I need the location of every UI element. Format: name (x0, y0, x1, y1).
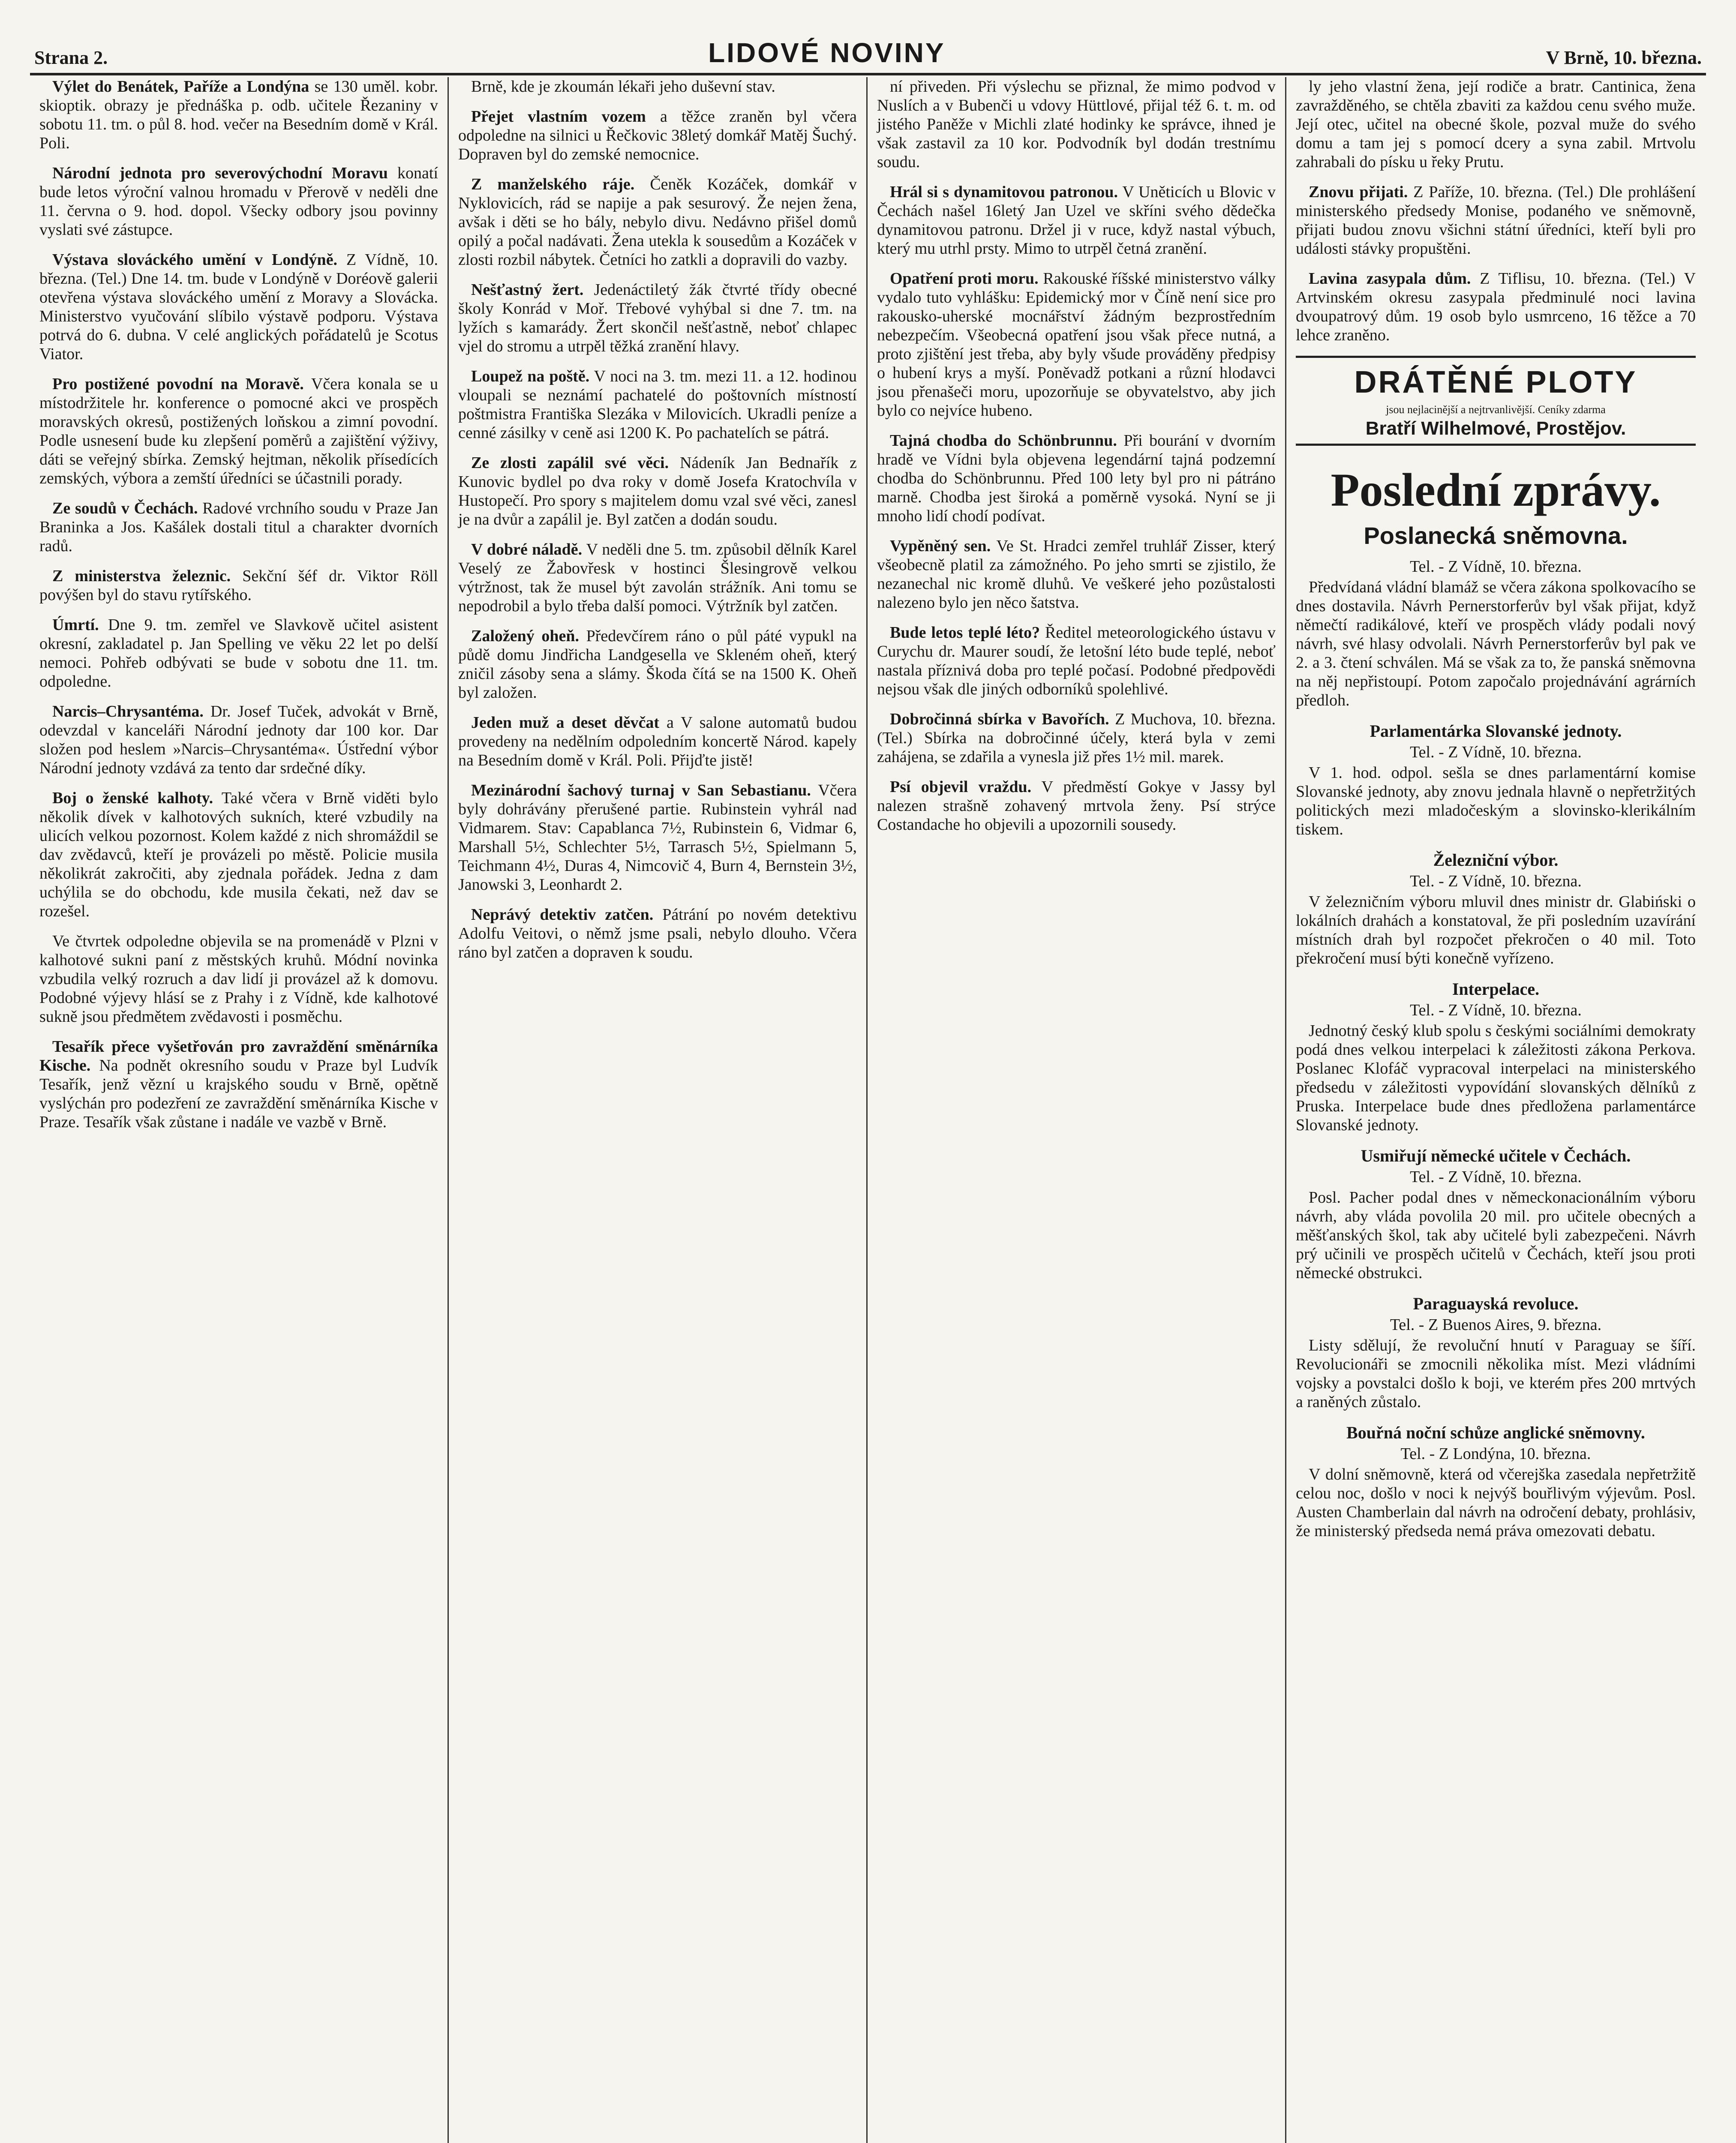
latest-news-item (1296, 1294, 1696, 1411)
article (39, 164, 438, 239)
dateline: Tel. - Z Vídně, 10. března. (1410, 1001, 1582, 1019)
article-headline: Narcis–Chrysantéma. (52, 702, 204, 720)
article-body: V noci na 3. tm. mezi 11. a 12. hodinou vloupali se neznámí pachatelé do poštovních místností poštmistra Františka Slezáka v Milovicích. Ukradli peníze a cenné zásilky v ceně asi 1200 K. Po pachatelích se pátrá. (458, 367, 857, 442)
article (458, 453, 857, 529)
article-body: a V salone automatů budou provedeny na nedělním odpoledním koncertě Národ. kapely na Besedním domě v Král. Poli. Přijďte jistě! (458, 714, 857, 769)
masthead (30, 21, 1706, 75)
dateline: Tel. - Z Londýna, 10. března. (1400, 1445, 1591, 1463)
latest-news-headline: Paraguayská revoluce. (1413, 1294, 1579, 1313)
article-paragraph (877, 777, 1276, 834)
article-body: Dr. Josef Tuček, advokát v Brně, odevzdal v kanceláři Národní jednoty dar 100 kor. Dar složen pod heslem »Narcis–Chrysantéma«. Ústřední výbor Národní jednoty vzdává za tento dar srdečné díky. (39, 702, 438, 777)
article-paragraph (39, 702, 438, 777)
article (39, 1037, 438, 1132)
article (39, 77, 438, 153)
article-paragraph (877, 183, 1276, 258)
latest-news-headline: Usmiřují německé učitele v Čechách. (1361, 1146, 1631, 1165)
article (39, 789, 438, 921)
latest-news-body: V dolní sněmovně, která od včerejška zasedala nepřetržitě celou noc, došlo v noci k nejvýš bouřlivým výjevům. Posl. Austen Chamberlain dal návrh na odročení debaty, prohlásiv, že ministerský předseda nemá práva omezovati debatu. (1296, 1465, 1696, 1540)
article-body: Pátrání po novém detektivu Adolfu Veitovi, o němž jsme psali, nebylo dlouho. Včera ráno byl zatčen a dopraven k soudu. (458, 906, 857, 961)
article-body: se 130 uměl. kobr. skioptik. obrazy je přednáška p. odb. učitele Řezaniny v sobotu 11. tm. o půl 8. hod. večer na Besedním domě v Král. Poli. (39, 78, 438, 152)
latest-news-body: Předvídaná vládní blamáž se včera zákona spolkovacího se dnes dostavila. Návrh Pernerstorferův byl však přijat, když němečtí radikálové, kteří ve prospěch vlády podali nový návrh, své hlasy odvolali. Návrh Pernerstorferův byl pak ve 2. a 3. čtení schválen. Má se však za to, že panská sněmovna na něj nepřistoupí. Potom započalo projednávání agrárních předloh. (1296, 578, 1696, 709)
article-headline: Loupež na poště. (471, 367, 590, 385)
article-paragraph (39, 499, 438, 555)
article (39, 250, 438, 363)
latest-news-item (1296, 1146, 1696, 1282)
article-headline: Bude letos teplé léto? (890, 624, 1040, 642)
article (458, 905, 857, 962)
article-headline: Z manželského ráje. (471, 175, 635, 193)
article-body: Z Tiflisu, 10. března. (Tel.) V Artvinském okresu zasypala předminulé noci lavina dvoupatrový dům. 19 osob bylo usmrceno, 16 těžce a 70 lehce zraněno. (1296, 270, 1696, 344)
article-body: Radové vrchního soudu v Praze Jan Braninka a Jos. Kašálek dostali titul a charakter dvorních radů. (39, 499, 439, 555)
advertisement (1296, 356, 1696, 446)
article-headline: Neprávý detektiv zatčen. (471, 906, 654, 924)
article-paragraph (39, 375, 438, 488)
article (1296, 183, 1696, 258)
article-headline: Z ministerstva železnic. (52, 567, 231, 585)
dateline: Tel. - Z Vídně, 10. března. (1410, 872, 1582, 890)
article-paragraph (877, 710, 1276, 766)
article-paragraph (1296, 269, 1696, 345)
article-paragraph (39, 615, 438, 691)
article-headline: Přejet vlastním vozem (471, 108, 646, 126)
article (458, 781, 857, 894)
article-paragraph (458, 367, 857, 442)
latest-news-headline: Parlamentárka Slovanské jednoty. (1370, 721, 1622, 741)
article (877, 777, 1276, 834)
article-headline: Ze zlosti zapálil své věci. (471, 454, 669, 472)
article-body: Při bourání v dvorním hradě ve Vídni byla objevena legendární tajná podzemní chodba do Schönbrunnu. Před 100 lety byl pro ni pátráno marně. Chodba jest široká a poměrně vysoká. Nyní se ji mnoho lidí chodí podívat. (877, 432, 1276, 525)
article (458, 107, 857, 164)
article-body: ní přiveden. Při výslechu se přiznal, že mimo podvod v Nuslích a v Bubenči u vdovy Hüttlové, přijal též 6. t. m. od jistého Paněže v Michli zlaté hodinky ke správce, ihned je však zastavil za 10 kor. Podvodník byl dodán trestnímu soudu. (877, 78, 1276, 171)
article-body: Ve čtvrtek odpoledne objevila se na promenádě v Plzni v kalhotové sukni paní z městských kruhů. Módní novinka vzbudila velký rozruch a dav lidí ji provázel až k domovu. Podobné výjevy hlásí se z Prahy i z Vídně, kde kalhotové sukně jsou předmětem zvědavosti i posměchu. (39, 932, 438, 1026)
latest-news-body: V 1. hod. odpol. sešla se dnes parlamentární komise Slovanské jednoty, aby znovu jednala hlavně o nepřetržitých politických mezi mladočeským a slovinsko-klerikálním tiskem. (1296, 764, 1696, 838)
article-body: Jedenáctiletý žák čtvrté třídy obecné školy Konrád v Moř. Třebové vyhýbal si dne 7. tm. na lyžích s kamarády. Žert skončil nešťastně, neboť chlapec vjel do stromu a utrpěl těžká zranění hlavy. (458, 281, 857, 355)
latest-news-items (1296, 557, 1696, 1540)
article (39, 375, 438, 488)
article-body: Čeněk Kozáček, domkář v Nyklovicích, rád se napije a pak sesurový. Že nejen žena, avšak i děti se ho bály, nebylo divu. Nedávno přišel domů opilý a počal nadávati. Žena utekla k sousedům a Kozáček v zlosti rozbil nábytek. Četníci ho zatkli a dopravili do vazby. (458, 175, 857, 269)
ad-firm: Bratří Wilhelmové, Prostějov. (1365, 418, 1626, 439)
article (39, 567, 438, 604)
article-body: Ve St. Hradci zemřel truhlář Zisser, který všeobecně platil za zámožného. Po jeho smrti se zjistilo, že nezanechal nic kromě dluhů. Ve veškeré jeho pozůstalosti nalezeno bylo jen něco šatstva. (877, 537, 1276, 612)
issue-date: V Brně, 10. března. (1546, 47, 1702, 68)
article-headline: Úmrtí. (52, 616, 99, 634)
article-body: Dne 9. tm. zemřel ve Slavkově učitel asistent okresní, zakladatel p. Jan Spelling ve věku 22 let po delší nemoci. Pohřeb odbývati se bude v sobotu dne 11. tm. odpoledne. (39, 616, 439, 690)
dateline: Tel. - Z Vídně, 10. března. (1410, 1168, 1582, 1186)
latest-news-item (1296, 1423, 1696, 1540)
latest-news-body: Posl. Pacher podal dnes v německonacionálním výboru návrh, aby vláda povolila 20 mil. pro učitele obecných a měšťanských škol, tak aby učitelé byli zabezpečeni. Návrh prý učinili ve prospěch učitelů v Čechách, kteří jsou proti německé obstrukci. (1296, 1189, 1696, 1282)
dateline: Tel. - Z Vídně, 10. března. (1410, 558, 1582, 576)
article (458, 540, 857, 615)
article-headline: Založený oheň. (471, 627, 579, 645)
article-headline: Výlet do Benátek, Paříže a Londýna (52, 78, 309, 96)
article (877, 623, 1276, 699)
ad-title: DRÁTĚNÉ PLOTY (1354, 365, 1637, 399)
article-paragraph (458, 77, 857, 96)
dateline: Tel. - Z Vídně, 10. března. (1410, 743, 1582, 761)
latest-news-headline: Železniční výbor. (1433, 850, 1559, 870)
article (458, 627, 857, 702)
article-body: Na podnět okresního soudu v Praze byl Ludvík Tesařík, jenž vězní u krajského soudu v Brně, opětně vyslýchán pro podezření ze zavraždění směnárníka Kische v Praze. Tesařík však zůstane i nadále ve vazbě v Brně. (39, 1056, 438, 1131)
article-paragraph (39, 567, 438, 604)
article-paragraph (877, 77, 1276, 171)
article-body: Ředitel meteorologického ústavu v Curychu dr. Maurer soudí, že letošní léto bude teplé, neboť nastala příznivá doba pro teplé počasí. Podobné předpovědi nejsou však dle jiných odborníků spolehlivé. (877, 624, 1276, 698)
article-body: Brně, kde je zkoumán lékaři jeho duševní stav. (471, 78, 775, 96)
column-4 (1286, 77, 1705, 2143)
article-headline: Jeden muž a deset děvčat (471, 714, 660, 732)
latest-news-headline: Bouřná noční schůze anglické sněmovny. (1346, 1423, 1645, 1442)
article (458, 367, 857, 442)
article-headline: Boj o ženské kalhoty. (52, 789, 213, 807)
dateline: Tel. - Z Buenos Aires, 9. března. (1390, 1316, 1602, 1334)
article-paragraph (39, 789, 438, 921)
article-paragraph (458, 781, 857, 894)
latest-news-body: Listy sdělují, že revoluční hnutí v Paraguay se šíří. Revolucionáři se zmocnili několika míst. Mezi vládními vojsky a povstalci došlo k boji, ve kterém přes 200 mrtvých a raněných zůstalo. (1296, 1336, 1696, 1411)
article-body: konatí bude letos výroční valnou hromadu v Přerově v neděli dne 11. června o 9. hod. dopol. Všecky odbory jsou povinny vyslati své zástupce. (39, 164, 438, 239)
page-number: Strana 2. (34, 47, 108, 68)
article (877, 710, 1276, 766)
latest-news-body: Jednotný český klub spolu s českými sociálními demokraty podá dnes velkou interpelaci k záležitosti zákona Perkova. Poslanec Klofáč vypracoval interpelaci na ministerského předsedu v záležitosti vypovídání slovanských dělníků z Pruska. Interpelace bude dnes předložena parlamentárce Slovanské jednoty. (1296, 1022, 1696, 1134)
article-body: Předevčírem ráno o půl páté vypukl na půdě domu Jindřicha Landgesella ve Skleném oheň, který zničil zásoby sena a slámy. Škoda čítá se na 1500 K. Oheň byl založen. (458, 627, 857, 702)
article (877, 537, 1276, 612)
article-paragraph (39, 932, 438, 1026)
article-paragraph (39, 164, 438, 239)
article-headline: Vypěněný sen. (890, 537, 991, 555)
article-paragraph (458, 627, 857, 702)
article-columns (30, 77, 1706, 2143)
latest-news-item (1296, 850, 1696, 968)
newspaper-title: LIDOVÉ NOVINY (708, 37, 946, 68)
article-paragraph (39, 77, 438, 153)
article-body: Včera konala se u místodržitele hr. konference o pomocné akci ve prospěch moravských okresů, postižených loňskou a zimní povodní. Podle usnesení bude ku zlepšení poměrů a zajištění výživy, dáti se veřejný sbírka. Zemský hejtman, několik přísedících zemských, výbora a zemští úředníci se účastnili porady. (39, 375, 438, 487)
article-paragraph (458, 713, 857, 770)
article-paragraph (39, 1037, 438, 1132)
article-headline: Psí objevil vraždu. (890, 778, 1032, 796)
article-paragraph (458, 453, 857, 529)
article-paragraph (458, 540, 857, 615)
article-body: Z Paříže, 10. března. (Tel.) Dle prohlášení ministerského předsedy Monise, podaného ve sněmovně, přijati budou znovu všichni státní úředníci, kteří byli pro události stávky propuštěni. (1296, 183, 1696, 258)
article (39, 499, 438, 555)
article-body: Nádeník Jan Bednařík z Kunovic bydlel po dva roky v domě Josefa Kratochvíla v Hustopečí. Pro spory s majitelem domu vzal své věci, zanesl je na dvůr a zapálil je. Byl zatčen a dodán soudu. (458, 454, 857, 528)
column-1 (30, 77, 449, 2143)
article (458, 713, 857, 770)
article (39, 615, 438, 691)
article (39, 932, 438, 1026)
article-body: V neděli dne 5. tm. způsobil dělník Karel Veselý ze Žabovřesk v hostinci Šlesingrově velkou výtržnost, tak že musel být zavolán strážník. Ani tomu se nepodrobil a bylo třeba další pomoci. Výtržník byl zatčen. (458, 540, 857, 615)
article-headline: Opatření proti moru. (890, 270, 1039, 288)
article (877, 77, 1276, 171)
article-headline: Pro postižené povodní na Moravě. (52, 375, 304, 393)
article (1296, 77, 1696, 171)
article-headline: Znovu přijati. (1309, 183, 1408, 201)
article-headline: Tesařík přece vyšetřován pro zavraždění směnárníka Kische. (39, 1038, 438, 1075)
article-body: Včera byly dohrávány přerušené partie. Rubinstein vyhrál nad Vidmarem. Stav: Capablanca 7½, Rubinstein 6, Vidmar 6, Marshall 5½, Schlechter 5½, Tarrasch 5½, Spielmann 5, Teichmann 4½, Duras 4, Nimcovič 4, Burn 4, Bernstein 3½, Janowski 3, Leonhardt 2. (458, 781, 857, 894)
article-headline: Mezinárodní šachový turnaj v San Sebastianu. (471, 781, 811, 799)
article-paragraph (1296, 183, 1696, 258)
article-headline: Nešťastný žert. (471, 281, 584, 299)
latest-news-headline: Interpelace. (1452, 979, 1540, 999)
article (39, 702, 438, 777)
column-2 (449, 77, 868, 2143)
article-headline: Lavina zasypala dům. (1309, 270, 1471, 288)
article-paragraph (877, 431, 1276, 525)
article-headline: Ze soudů v Čechách. (52, 499, 198, 517)
article-body: Sekční šéf dr. Viktor Röll povýšen byl do stavu rytířského. (39, 567, 438, 604)
article-paragraph (458, 280, 857, 356)
article-body: Rakouské říšské ministerstvo války vydalo tuto vyhlášku: Epidemický mor v Číně není sice pro rakousko-uherské mocnářství žádným bezprostředním nebezpečím. Všeobecná opatření jsou však přece nutná, a proto zjištění jest třeba, aby byly všude prováděny předpisy o hubení krys a myší. Poněvadž potkani a různí hlodavci jsou přenašeči moru, upozorňuje se obyvatelstvo, aby jich bylo co nejvíce hubeno. (877, 270, 1276, 420)
latest-news-item (1296, 721, 1696, 839)
latest-news-item (1296, 557, 1696, 710)
article (458, 175, 857, 269)
article (1296, 269, 1696, 345)
ad-subtitle: jsou nejlacinější a nejtrvanlivější. Ceníky zdarma (1386, 403, 1606, 416)
article-headline: Výstava slováckého umění v Londýně. (52, 251, 338, 269)
article-body: Také včera v Brně viděti bylo několik dívek v kalhotových sukních, které vzbudily na ulicích velkou pozornost. Kolem každé z nich shromáždil se dav zvědavců, kteří je provázeli po městě. Policie musila několikrát zakročiti, aby zjednala pořádek. Jedna z dam uchýlila se do obchodu, kde musila čekati, než dav se rozešel. (39, 789, 438, 920)
article (877, 431, 1276, 525)
latest-news-item (1296, 979, 1696, 1135)
article (877, 269, 1276, 420)
article-paragraph (877, 623, 1276, 699)
article-paragraph (1296, 77, 1696, 171)
article-paragraph (458, 905, 857, 962)
column-3 (868, 77, 1286, 2143)
article-headline: Národní jednota pro severovýchodní Moravu (52, 164, 388, 182)
newspaper-page (30, 21, 1706, 2143)
article (458, 77, 857, 96)
article-body: V předměstí Gokye v Jassy byl nalezen strašně zohavený mrtvola ženy. Psí strýce Costandache ho objevili a upozornili sousedy. (877, 778, 1276, 834)
article (877, 183, 1276, 258)
latest-news-body: V železničním výboru mluvil dnes ministr dr. Glabiński o lokálních drahách a konstatoval, že při posledním uzavírání místních drah byl rozpočet překročen o 40 mil. Toto překročení musí býti konečně vyřízeno. (1296, 893, 1696, 967)
latest-news-section: Poslanecká sněmovna. (1364, 522, 1628, 549)
article-paragraph (877, 537, 1276, 612)
article-headline: V dobré náladě. (471, 540, 583, 558)
article-paragraph (877, 269, 1276, 420)
article-body: a těžce zraněn byl včera odpoledne na silnici u Řečkovic 38letý domkář Matěj Šuchý. Dopraven byl do zemské nemocnice. (458, 108, 857, 163)
article-body: Z Muchova, 10. března. (Tel.) Sbírka na dobročinné účely, která byla v zemi zahájena, se zdařila a vynesla již přes 1½ mil. marek. (877, 710, 1276, 766)
article-body: ly jeho vlastní žena, její rodiče a bratr. Cantinica, žena zavražděného, se chtěla zbaviti za každou cenu svého muže. Její otec, učitel na obecné škole, pozval muže do svého domu a tam jej s pomocí dcery a syna zabil. Mrtvolu zahrabali do písku u řeky Prutu. (1296, 78, 1696, 171)
article-paragraph (458, 107, 857, 164)
article-body: V Uněticích u Blovic v Čechách našel 16letý Jan Uzel ve skříni svého dědečka dynamitovou patronu. Držel ji v ruce, když nastal výbuch, který mu utrhl prsty. Mimo to utrpěl četná zranění. (877, 183, 1276, 258)
article (458, 280, 857, 356)
article-headline: Hrál si s dynamitovou patronou. (890, 183, 1118, 201)
article-headline: Dobročinná sbírka v Bavořích. (890, 710, 1109, 728)
column-4-articles (1296, 77, 1696, 345)
article-body: Z Vídně, 10. března. (Tel.) Dne 14. tm. bude v Londýně v Doréově galerii otevřena výstava slováckého umění z Moravy a Slovácka. Ministerstvo vyučování slíbilo výstavě podporu. Výstava potrvá do 6. dubna. V celé anglických pořádatelů je Scotus Viator. (39, 251, 438, 363)
article-paragraph (39, 250, 438, 363)
latest-news-title: Poslední zprávy. (1331, 464, 1661, 516)
article-paragraph (458, 175, 857, 269)
article-headline: Tajná chodba do Schönbrunnu. (890, 432, 1117, 450)
